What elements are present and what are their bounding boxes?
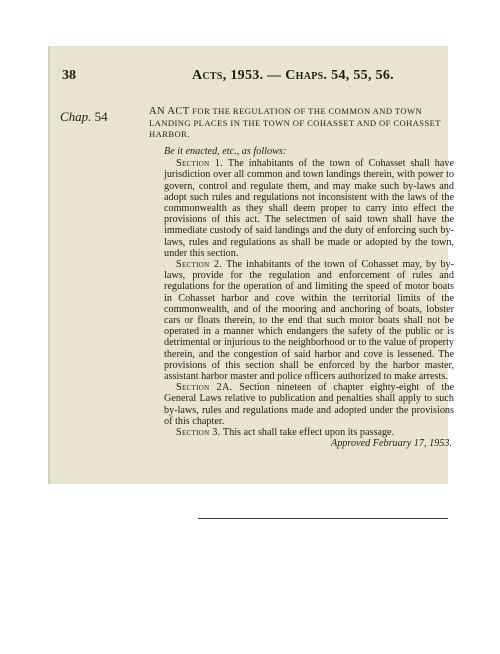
section-3-label: Section 3. (176, 427, 221, 439)
section-3-text: This act shall take effect upon its passage. (220, 427, 395, 439)
running-head-chap-numbers: 54, 55, 56. (327, 68, 394, 83)
approval-line: Approved February 17, 1953. (330, 438, 452, 450)
section-3 (164, 427, 454, 438)
section-2a-text: Section nineteen of chapter eighty-eight of the General Laws relative to publication and penalties shall apply to such by-laws, rules and regulations made and adopted under the provisions of this chapter. (164, 382, 454, 427)
closing-rule (198, 518, 448, 519)
running-head-chaps: Chaps. (285, 68, 328, 83)
section-2-text: The inhabitants of the town of Cohasset may, by by-laws, provide for the regulation and enforcement of rules and regulations for the operation of and limiting the speed of motor boats in Cohasset harbor and cove within the territorial limits of the commonwealth, and of the mooring and anchoring of boats, lobster cars or floats therein, to the end that such motor boats shall not be operated in a manner which endangers the safety of the public or is detrimental or injurious to the neighborhood or to the value of property therein, and the congestion of said harbor and cove is lessened. The provisions of this section shall be enforced by the harbor master, assistant harbor master and police officers authorized to make arrests. (164, 259, 454, 383)
section-2a-label: Section 2A. (176, 382, 233, 394)
running-head-year: , 1953. — (222, 68, 286, 83)
act-title (149, 106, 449, 141)
section-1-text: The inhabitants of the town of Cohasset shall have jurisdiction over all common and town landings therein, with power to govern, control and regulate them, and may make such by-laws and adopt such rules and regulations not inconsistent with the laws of the commonwealth as they shall deem proper to carry into effect the provisions of this act. The selectmen of said town shall have the immediate custody of said landings and the duty of enforcing such by-laws, rules and regulations as shall be made or adopted by the town, under this section. (164, 158, 454, 259)
page-number: 38 (62, 68, 76, 83)
section-2-label: Section 2. (176, 259, 223, 271)
scanned-page (48, 46, 454, 484)
chapter-label (60, 109, 108, 125)
section-1-label: Section 1. (176, 158, 224, 170)
running-head (192, 68, 394, 84)
chapter-word: Chap. (60, 109, 92, 124)
section-1 (164, 158, 454, 259)
running-head-acts: Acts (192, 68, 223, 83)
chapter-number: 54 (94, 109, 108, 124)
section-2a (164, 382, 454, 427)
act-title-lead: AN ACT (149, 106, 190, 117)
enacting-clause: Be it enacted, etc., as follows: (164, 146, 287, 157)
page-header (62, 68, 452, 86)
act-body (164, 146, 454, 449)
act-title-text: FOR THE REGULATION OF THE COMMON AND TOWN LANDING PLACES IN THE TOWN OF COHASSET AND OF COHASSET HARBOR. (149, 106, 441, 139)
section-2 (164, 259, 454, 382)
